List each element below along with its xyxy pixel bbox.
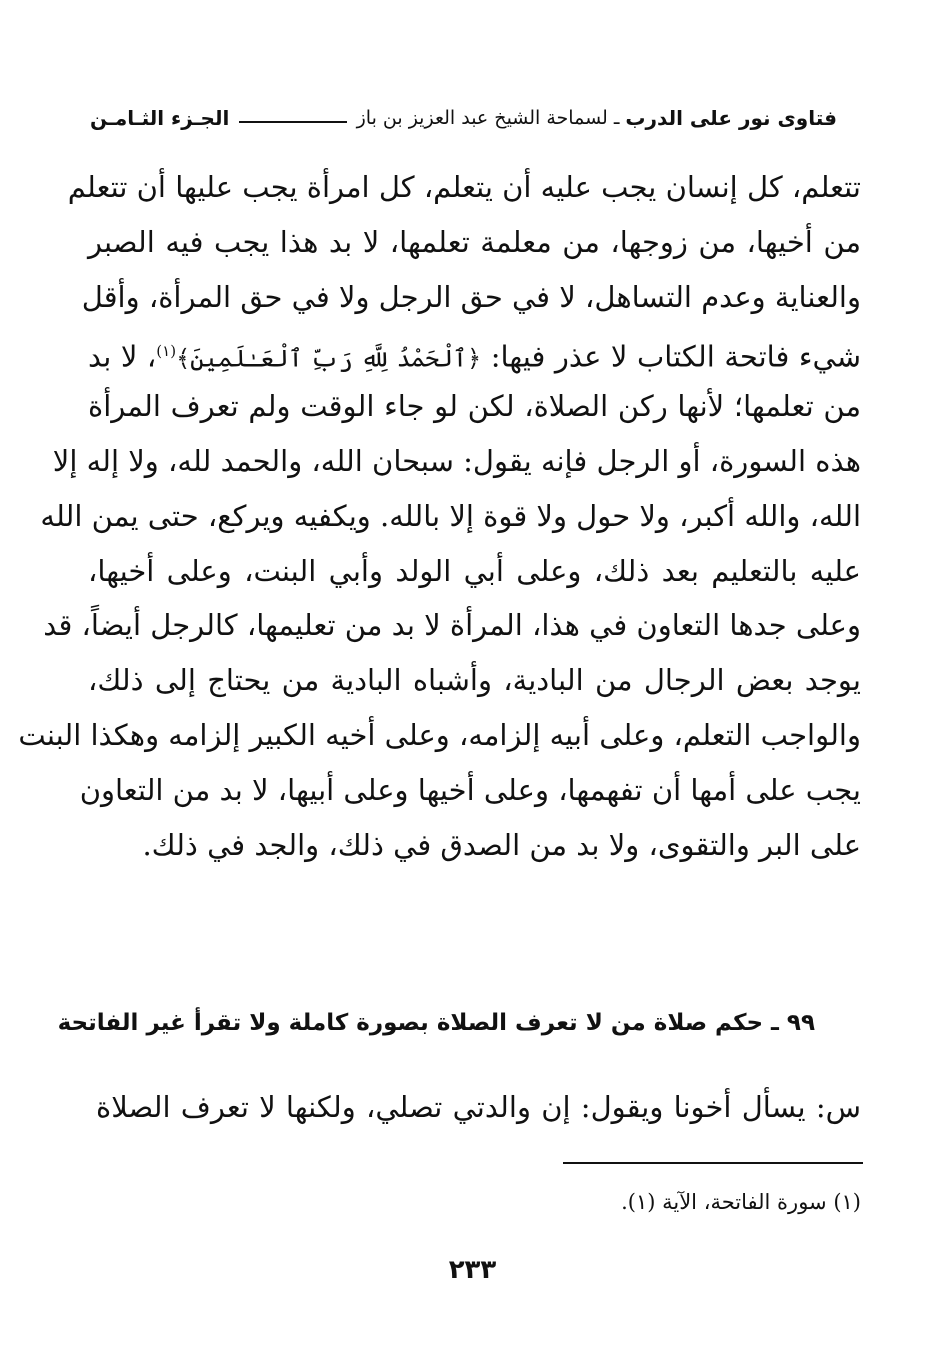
text-line: شيء فاتحة الكتاب لا عذر فيها: xyxy=(490,340,862,375)
text-line: وعلى جدها التعاون في هذا، المرأة لا بد من تعليمها، كالرجل أيضاً، قد xyxy=(43,608,861,643)
book-title: فتاوى نور على الدرب xyxy=(625,106,837,130)
text-line: تتعلم، كل إنسان يجب عليه أن يتعلم، كل امرأة يجب عليها أن تتعلم xyxy=(67,170,861,204)
text-line: من أخيها، من زوجها، من معلمة تعلمها، لا بد هذا يجب فيه الصبر xyxy=(88,224,861,259)
footnote-ref: (١) xyxy=(156,342,177,361)
question-paragraph xyxy=(96,1090,861,1124)
text-line: على البر والتقوى، ولا بد من الصدق في ذلك، والجد في ذلك. xyxy=(142,827,861,862)
body-paragraph xyxy=(18,160,862,872)
text-line: والعناية وعدم التساهل، لا في حق الرجل ولا في حق المرأة، وأقل xyxy=(81,279,861,314)
footnote: (١) سورة الفاتحة، الآية (١). xyxy=(621,1190,861,1214)
text-line: عليه بالتعليم بعد ذلك، وعلى أبي الولد وأبي البنت، وعلى أخيها، xyxy=(88,553,861,588)
section-heading: ٩٩ ـ حكم صلاة من لا تعرف الصلاة بصورة كاملة ولا تقرأ غير الفاتحة xyxy=(57,1010,815,1036)
text-line: والواجب التعلم، وعلى أبيه إلزامه، وعلى أخيه الكبير إلزامه وهكذا البنت xyxy=(18,717,861,752)
volume-part: الجـزء الثـامـن xyxy=(90,106,230,130)
footnote-separator xyxy=(563,1162,863,1164)
header-leader-line xyxy=(239,121,346,123)
line-tail: ، لا بد xyxy=(88,340,157,375)
text-line: يجب على أمها أن تفهمها، وعلى أخيها وعلى أبيها، لا بد من التعاون xyxy=(79,772,861,807)
text-line: هذه السورة، أو الرجل فإنه يقول: سبحان الله، والحمد لله، ولا إله إلا xyxy=(52,443,861,478)
question-label: س: xyxy=(815,1090,861,1124)
text-line: يوجد بعض الرجال من البادية، وأشباه البادية من يحتاج إلى ذلك، xyxy=(88,663,861,698)
question-text: يسأل أخونا ويقول: إن والدتي تصلي، ولكنها لا تعرف الصلاة xyxy=(96,1090,806,1124)
header-book-info xyxy=(357,106,837,130)
quran-verse: ﴿ٱلْحَمْدُ لِلَّهِ رَبِّ ٱلْعَـٰلَمِينَ﴾ xyxy=(176,345,482,374)
page-number: ٢٣٣ xyxy=(448,1255,497,1285)
text-line: الله، والله أكبر، ولا حول ولا قوة إلا بالله. ويكفيه ويركع، حتى يمن الله xyxy=(40,498,861,533)
running-header xyxy=(90,98,837,138)
text-line: من تعلمها؛ لأنها ركن الصلاة، لكن لو جاء الوقت ولم تعرف المرأة xyxy=(88,389,861,424)
author-name: ـ لسماحة الشيخ عبد العزيز بن باز xyxy=(356,107,620,129)
text-line-with-verse xyxy=(88,324,861,379)
